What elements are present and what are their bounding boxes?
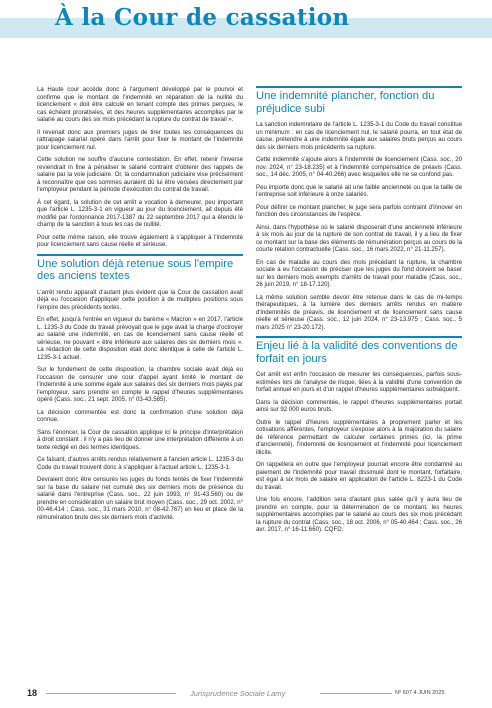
paragraph: Pour définir ce montant plancher, le juge sera parfois contraint d'innover en fonction des circonstances de l'espèce. — [256, 203, 462, 218]
paragraph: Ainsi, dans l'hypothèse où le salarié disposerait d'une ancienneté inférieure à six mois au jour de la rupture de son contrat de travail, il y a lieu de fixer ce montant sur la base des éléments de rémunération perçus au cours de la courte relation contractuelle (Cass. soc., 16 mars 2022, n° 21-11.257). — [256, 223, 462, 253]
publication-name: Jurisprudence Sociale Lamy — [190, 689, 286, 698]
section-title: Enjeu lié à la validité des conventions de forfait en jours — [256, 340, 458, 365]
paragraph: Cet arrêt est enfin l'occasion de mesurer les conséquences, parfois sous-estimées lors de l'analyse de risque, liées à la validité d'une convention de forfait annuel en jours et d'un rappel d'heures supplémentaires subséquent. — [256, 371, 462, 393]
paragraph: La même solution semble devoir être retenue dans le cas de mi-temps thérapeutiques, à la lumière des derniers arrêts rendus en matière d'indemnités de préavis, de licenciement et de licenciement sans cause réelle et sérieuse (Cass. soc., 12 juin 2024, n° 23-13.975 ; Cass. soc., 5 mars 2025 n° 23-20.172). — [256, 293, 462, 331]
section-heading — [37, 254, 243, 283]
paragraph: Dans la décision commentée, le rappel d'heures supplémentaires portait ainsi sur 92 000 euros bruts. — [256, 398, 462, 413]
paragraph: Il revenait donc aux premiers juges de tirer toutes les conséquences du rattrapage salarial opéré dans l'arrêt pour fixer le montant de l'indemnité pour licenciement nul. — [37, 128, 243, 151]
section-rule — [256, 86, 462, 88]
footer-rule — [46, 693, 176, 694]
paragraph: Ce faisant, d'autres arrêts rendus relativement à l'ancien article L. 1235-3 du Code du travail trouvent donc à s'appliquer à l'actuel article L. 1235-3-1. — [37, 456, 243, 471]
paragraph: En cas de maladie au cours des mois précédant la rupture, la chambre sociale a eu l'occasion de préciser que les juges du fond doivent se baser sur les derniers mois exempts d'arrêts de travail pour maladie (Cass. soc., 26 juin 2019, n° 18-17.120). — [256, 258, 462, 288]
paragraph: Outre le rappel d'heures supplémentaires à proprement parler et les cotisations afférentes, l'employeur s'expose alors à la majoration du salaire de référence permettant de calculer certaines primes (ici, la prime d'ancienneté), l'indemnité de licenciement et l'indemnité pour licenciement illicite. — [256, 418, 462, 456]
paragraph: Une fois encore, l'addition sera d'autant plus salée qu'il y aura lieu de prendre en compte, pour la détermination de ce montant, les heures supplémentaires accomplies par le salarié au cours des six mois précédant la rupture du contrat (Cass. soc., 18 oct. 2006, n° 05-40.464 ; Cass. soc., 26 avr. 2017, n° 16-11.660). CQFD. — [256, 496, 462, 533]
page-number: 18 — [27, 688, 38, 698]
section-rule — [256, 336, 462, 338]
paragraph: L'arrêt rendu apparaît d'autant plus évident que la Cour de cassation avait déjà eu l'occasion d'appliquer cette position à de multiples positions sous l'empire des précédents textes. — [37, 288, 243, 311]
page-header — [0, 0, 492, 46]
issue-label: Nº 607 4 JUIN 2025 — [392, 690, 445, 696]
paragraph: Sans l'énoncer, la Cour de cassation applique ici le principe d'interprétation à droit constant : il n'y a pas lieu de donner une interprétation différente à un texte rédigé en des termes identiques. — [37, 428, 243, 451]
right-column — [256, 86, 462, 539]
paragraph: Devraient donc être censurés les juges du fonds tentés de fixer l'indemnité sur la base du salaire net cumulé des six derniers mois de présence du salarié dans l'entreprise (Cass. soc., 22 juin 1993, n° 91-43.560) ou de prendre en considération un salaire brut moyen (Cass. soc., 29 oct. 2002, n° 00-46.414 ; Cass. soc., 31 mars 2010, n° 08-42.767) en lieu et place de la rémunération brute des six derniers mois d'activité. — [37, 476, 244, 521]
section-title: Une solution déjà retenue sous l'empire des anciens textes — [37, 257, 234, 282]
section-heading — [256, 86, 462, 115]
paragraph: À cet égard, la solution de cet arrêt a vocation à demeurer, peu important que l'article L. 1235-3-1 en vigueur au jour du licenciement, ait depuis été modifié par l'ordonnance 2017-1387 du 22 septembre 2017 qui a étendu le champ de la sanction à tous les cas de nullité. — [37, 198, 243, 228]
section-rule — [37, 254, 243, 256]
paragraph: La Haute cour accède donc à l'argument développé par le pourvoi et confirme que le montant de l'indemnité en réparation de la nullité du licenciement « doit être calculé en tenant compte des primes perçues, le cas échéant proratisées, et des heures supplémentaires accomplies par le salarié au cours des six mois précédant la rupture du contrat de travail ». — [37, 86, 243, 123]
paragraph: Cette indemnité s'ajoute alors à l'indemnité de licenciement (Cass. soc., 20 nov. 2024, n° 23-18.235) et à l'indemnité compensatrice de préavis (Cass. soc., 14 déc. 2005, n° 04-40.266) avec lesquelles elle ne se confond pas. — [256, 156, 462, 178]
section-title: Une indemnité plancher, fonction du préjudice subi — [256, 90, 435, 115]
section-heading — [256, 336, 462, 365]
page-title: À la Cour de cassation — [55, 4, 350, 31]
left-column — [37, 86, 243, 526]
page-footer — [0, 684, 492, 704]
paragraph: Pour cette même raison, elle trouve également à s'appliquer à l'indemnité pour licenciement sans cause réelle et sérieuse. — [37, 233, 243, 248]
paragraph: La décision commentée est donc la confirmation d'une solution déjà connue. — [37, 408, 243, 423]
paragraph: Peu importe donc que le salarié ait une faible ancienneté ou que la taille de l'entreprise soit inférieure à onze salariés. — [256, 183, 462, 198]
paragraph: On rappellera en outre que l'employeur pourrait encore être condamné au paiement de l'indemnité pour travail dissimulé dont le montant, forfaitaire, est égal à six mois de salaire en application de l'article L. 8223-1 du Code du travail. — [256, 461, 462, 491]
paragraph: En effet, jusqu'à l'entrée en vigueur du barème « Macron » en 2017, l'article L. 1235-3 du Code du travail prévoyait que le juge avait la charge d'octroyer au salarié une indemnité, en cas de licenciement sans cause réelle et sérieuse, ne pouvant « être inférieure aux salaires des six derniers mois ». La rédaction de cette disposition était donc identique à celle de l'article L. 1235-3-1 actuel. — [37, 316, 243, 361]
paragraph: Cette solution ne souffre d'aucune contestation. En effet, retenir l'inverse reviendrait in fine à pénaliser le salarié contraint d'obtenir des rappels de salaire par la voie judiciaire. Or, la condamnation judiciaire vise précisément à reconnaître que ces sommes auraient dû lui être versées directement par l'employeur pendant la période d'exécution du contrat de travail. — [37, 156, 243, 193]
paragraph: La sanction indemnitaire de l'article L. 1235-3-1 du Code du travail constitue un minimum : en cas de licenciement nul, le salarié pourra, en tout état de cause, prétendre à une indemnité égale aux salaires bruts perçus au cours des six derniers mois précédents sa rupture. — [256, 121, 462, 151]
paragraph: Sur le fondement de cette disposition, la chambre sociale avait déjà eu l'occasion de censurer une cour d'appel ayant limité le montant de l'indemnité à une somme égale aux salaires des six derniers mois payés par l'employeur, sans prendre en compte le rappel d'heures supplémentaires opéré (Cass. soc., 21 sept. 2005, n° 03-43.585). — [37, 366, 243, 403]
